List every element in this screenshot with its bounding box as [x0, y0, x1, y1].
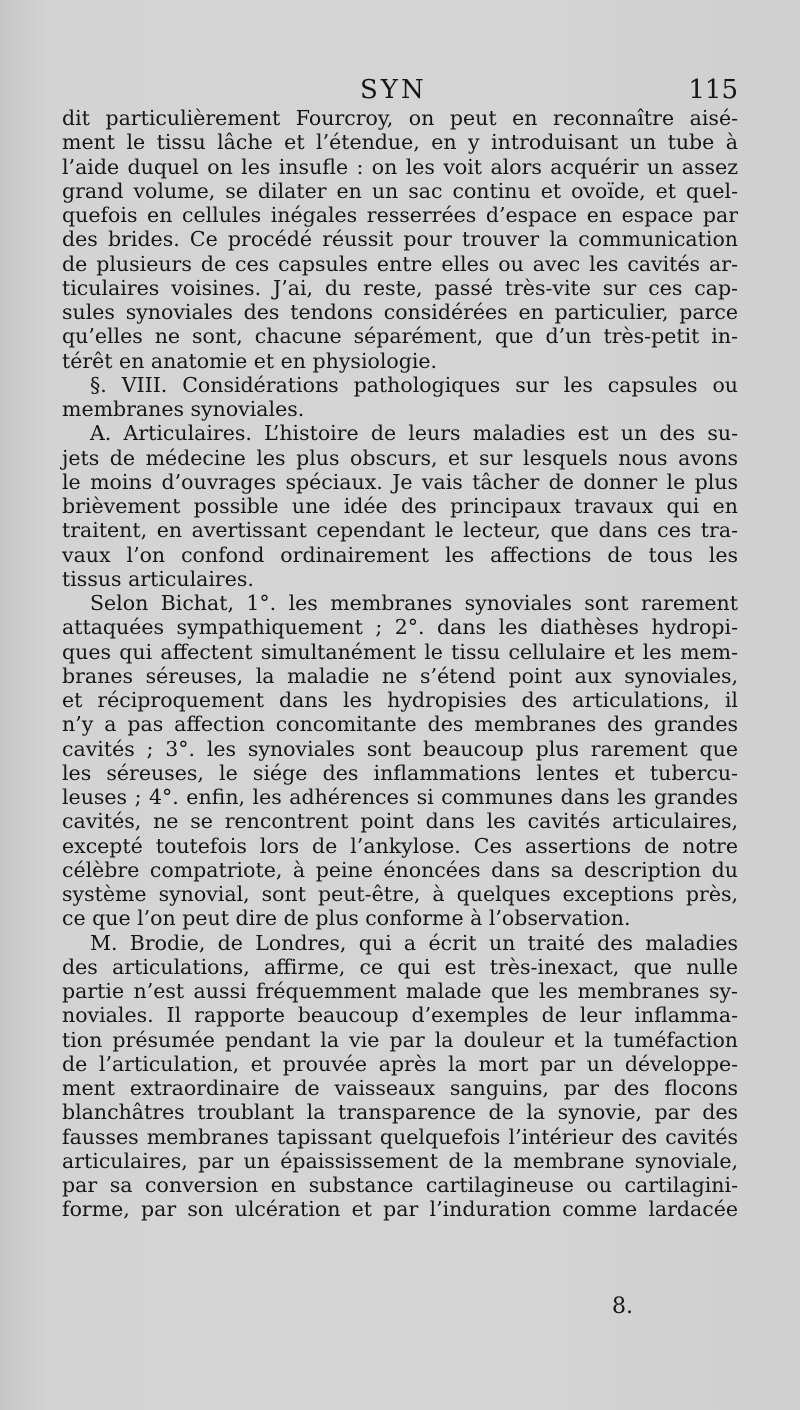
text-line: les séreuses, le siége des inflammations lentes et tubercu-: [62, 760, 738, 785]
page-header: [62, 73, 738, 107]
text-line: grand volume, se dilater en un sac continu et ovoïde, et quel-: [62, 178, 738, 203]
text-line: ce que l’on peut dire de plus conforme à l’observation.: [62, 906, 631, 931]
text-line: vaux l’on confond ordinairement les affections de tous les: [62, 542, 738, 567]
page-number: 115: [688, 75, 738, 105]
text-line: ment le tissu lâche et l’étendue, en y introduisant un tube à: [62, 130, 738, 155]
text-line: Selon Bichat, 1°. les membranes synoviales sont rarement: [90, 591, 738, 615]
text-line: §. VIII. Considérations pathologiques sur les capsules ou: [90, 372, 738, 397]
text-line: traitent, en avertissant cependant le lecteur, que dans ces tra-: [62, 518, 738, 543]
body-text: [62, 106, 738, 1222]
text-line: l’aide duquel on les insufle : on les voit alors acquérir un assez: [62, 154, 738, 179]
text-line: qu’elles ne sont, chacune séparément, que d’un très-petit in-: [62, 324, 738, 349]
text-line: A. Articulaires. L’histoire de leurs maladies est un des su-: [90, 421, 738, 446]
text-line: ment extraordinaire de vaisseaux sanguins, par des flocons: [62, 1076, 738, 1100]
text-line: attaquées sympathiquement ; 2°. dans les diathèses hydropi-: [62, 615, 738, 640]
text-line: forme, par son ulcération et par l’induration comme lardacée: [62, 1197, 738, 1222]
text-line: et réciproquement dans les hydropisies des articulations, il: [62, 688, 738, 712]
text-line: cavités, ne se rencontrent point dans les cavités articulaires,: [62, 809, 738, 834]
text-line: ticulaires voisines. J’ai, du reste, passé très-vite sur ces cap-: [62, 275, 738, 300]
text-line: des brides. Ce procédé réussit pour trouver la communication: [62, 227, 738, 252]
text-line: célèbre compatriote, à peine énoncées dans sa description du: [62, 857, 738, 882]
text-line: brièvement possible une idée des principaux travaux qui en: [62, 494, 738, 518]
text-line: cavités ; 3°. les synoviales sont beaucoup plus rarement que: [62, 736, 738, 761]
text-line: dit particulièrement Fourcroy, on peut en reconnaître aisé-: [62, 106, 738, 130]
text-line: quefois en cellules inégales resserrées d’espace en espace par: [62, 203, 738, 227]
text-line: de l’articulation, et prouvée après la mort par un développe-: [62, 1051, 738, 1076]
text-line: térêt en anatomie et en physiologie.: [62, 348, 438, 373]
text-line: branes séreuses, la maladie ne s’étend point aux synoviales,: [62, 663, 738, 688]
text-line: M. Brodie, de Londres, qui a écrit un traité des maladies: [90, 930, 738, 955]
text-line: partie n’est aussi fréquemment malade que les membranes sy-: [62, 979, 738, 1003]
text-line: n’y a pas affection concomitante des membranes des grandes: [62, 712, 738, 737]
text-line: blanchâtres troublant la transparence de la synovie, par des: [62, 1100, 738, 1125]
running-head: SYN: [360, 75, 427, 105]
text-line: de plusieurs de ces capsules entre elles ou avec les cavités ar-: [62, 251, 738, 276]
text-line: tion présumée pendant la vie par la douleur et la tuméfaction: [62, 1027, 738, 1052]
text-line: le moins d’ouvrages spéciaux. Je vais tâcher de donner le plus: [62, 469, 738, 494]
text-line: jets de médecine les plus obscurs, et sur lesquels nous avons: [62, 445, 738, 470]
text-line: leuses ; 4°. enfin, les adhérences si communes dans les grandes: [62, 785, 738, 809]
text-line: articulaires, par un épaississement de la membrane synoviale,: [62, 1148, 738, 1173]
signature-mark: 8.: [612, 1294, 633, 1319]
text-line: par sa conversion en substance cartilagineuse ou cartilagini-: [62, 1173, 738, 1197]
text-line: système synovial, sont peut-être, à quelques exceptions près,: [62, 882, 738, 906]
text-line: noviales. Il rapporte beaucoup d’exemples de leur inflamma-: [62, 1003, 738, 1028]
text-line: tissus articulaires.: [62, 566, 254, 591]
text-line: des articulations, affirme, ce qui est très-inexact, que nulle: [62, 954, 738, 979]
text-line: sules synoviales des tendons considérées en particulier, parce: [62, 300, 738, 324]
text-line: membranes synoviales.: [62, 397, 305, 421]
text-line: ques qui affectent simultanément le tissu cellulaire et les mem-: [62, 639, 738, 664]
text-line: excepté toutefois lors de l’ankylose. Ces assertions de notre: [62, 833, 738, 858]
text-line: fausses membranes tapissant quelquefois l’intérieur des cavités: [62, 1124, 738, 1149]
